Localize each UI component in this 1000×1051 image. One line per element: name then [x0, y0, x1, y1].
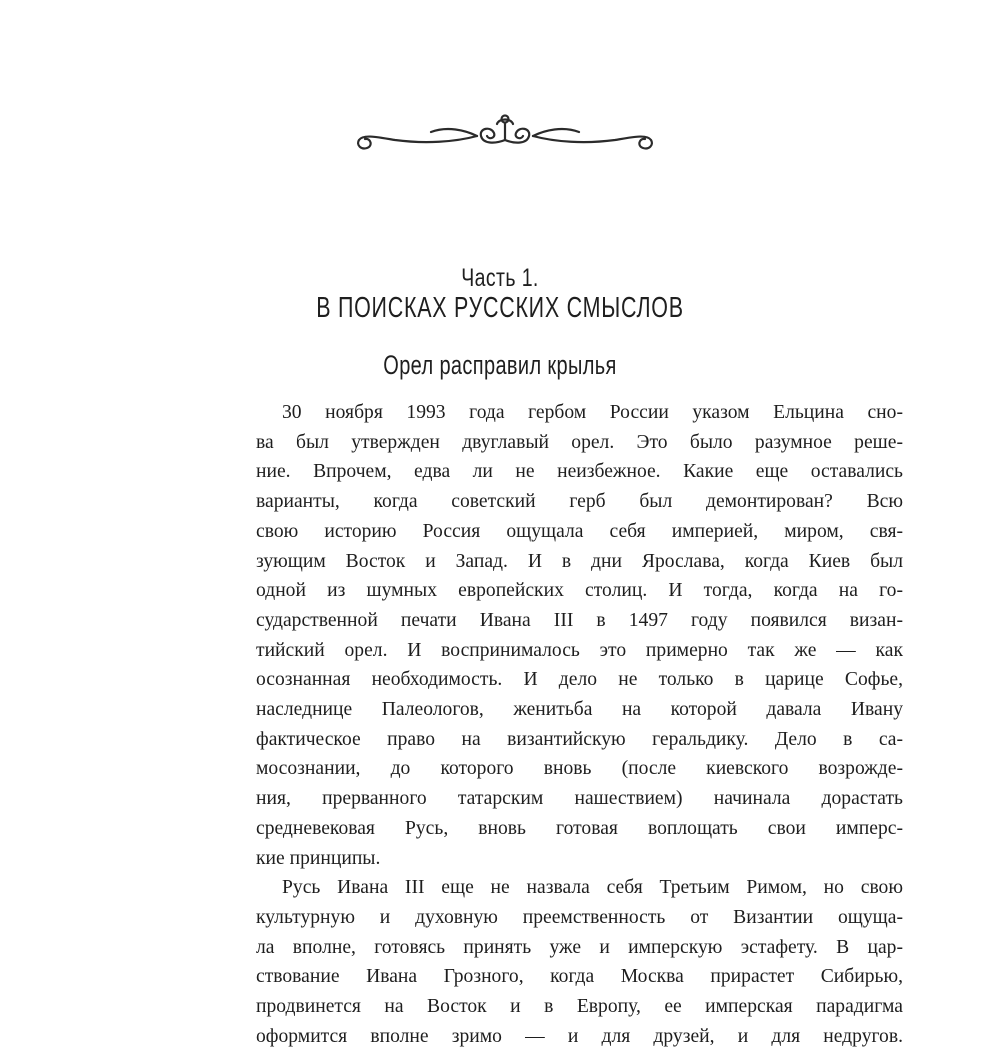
- text-line: 30 ноября 1993 года гербом России указом Ельцина сно-: [282, 402, 903, 423]
- text-line: ния, прерванного татарским нашествием) начинала дорастать: [256, 788, 903, 810]
- text-line: ние. Впрочем, едва ли не неизбежное. Какие еще оставались: [256, 461, 903, 483]
- text-line: наследнице Палеологов, женитьба на которой давала Ивану: [256, 699, 903, 721]
- text-line: сударственной печати Ивана III в 1497 году появился визан-: [256, 609, 903, 631]
- text-line: ствование Ивана Грозного, когда Москва прирастет Сибирью,: [256, 966, 903, 988]
- text-line: оформится вполне зримо — и для друзей, и для недругов.: [256, 1025, 903, 1047]
- text-line: зующим Восток и Запад. И в дни Ярослава, когда Киев был: [256, 550, 903, 572]
- text-line: средневековая Русь, вновь готовая воплощать свои имперс-: [256, 817, 903, 839]
- text-line: ва был утвержден двуглавый орел. Это было разумное реше-: [256, 431, 903, 453]
- text-line: мосознании, до которого вновь (после киевского возрожде-: [256, 758, 903, 780]
- body-text: [256, 398, 903, 1051]
- text-line: ла вполне, готовясь принять уже и имперскую эстафету. В цар-: [256, 936, 903, 958]
- part-title: В ПОИСКАХ РУССКИХ СМЫСЛОВ: [316, 292, 684, 324]
- text-line: варианты, когда советский герб был демонтирован? Всю: [256, 491, 903, 513]
- part-label: Часть 1.: [461, 264, 539, 292]
- text-line: кие принципы.: [256, 847, 381, 869]
- text-line: свою историю Россия ощущала себя империей, миром, свя-: [256, 520, 903, 542]
- decorative-flourish-icon: [355, 110, 655, 160]
- text-line: тийский орел. И воспринималось это примерно так же — как: [256, 639, 903, 661]
- text-line: фактическое право на византийскую геральдику. Дело в са-: [256, 728, 903, 750]
- text-line: Русь Ивана III еще не назвала себя Третьим Римом, но свою: [282, 877, 903, 899]
- text-line: одной из шумных европейских столиц. И тогда, когда на го-: [256, 580, 903, 602]
- text-line: продвинется на Восток и в Европу, ее имперская парадигма: [256, 996, 903, 1018]
- text-line: осознанная необходимость. И дело не только в царице Софье,: [256, 669, 903, 691]
- chapter-title: Орел расправил крылья: [383, 350, 617, 380]
- text-line: культурную и духовную преемственность от Византии ощуща-: [256, 906, 903, 928]
